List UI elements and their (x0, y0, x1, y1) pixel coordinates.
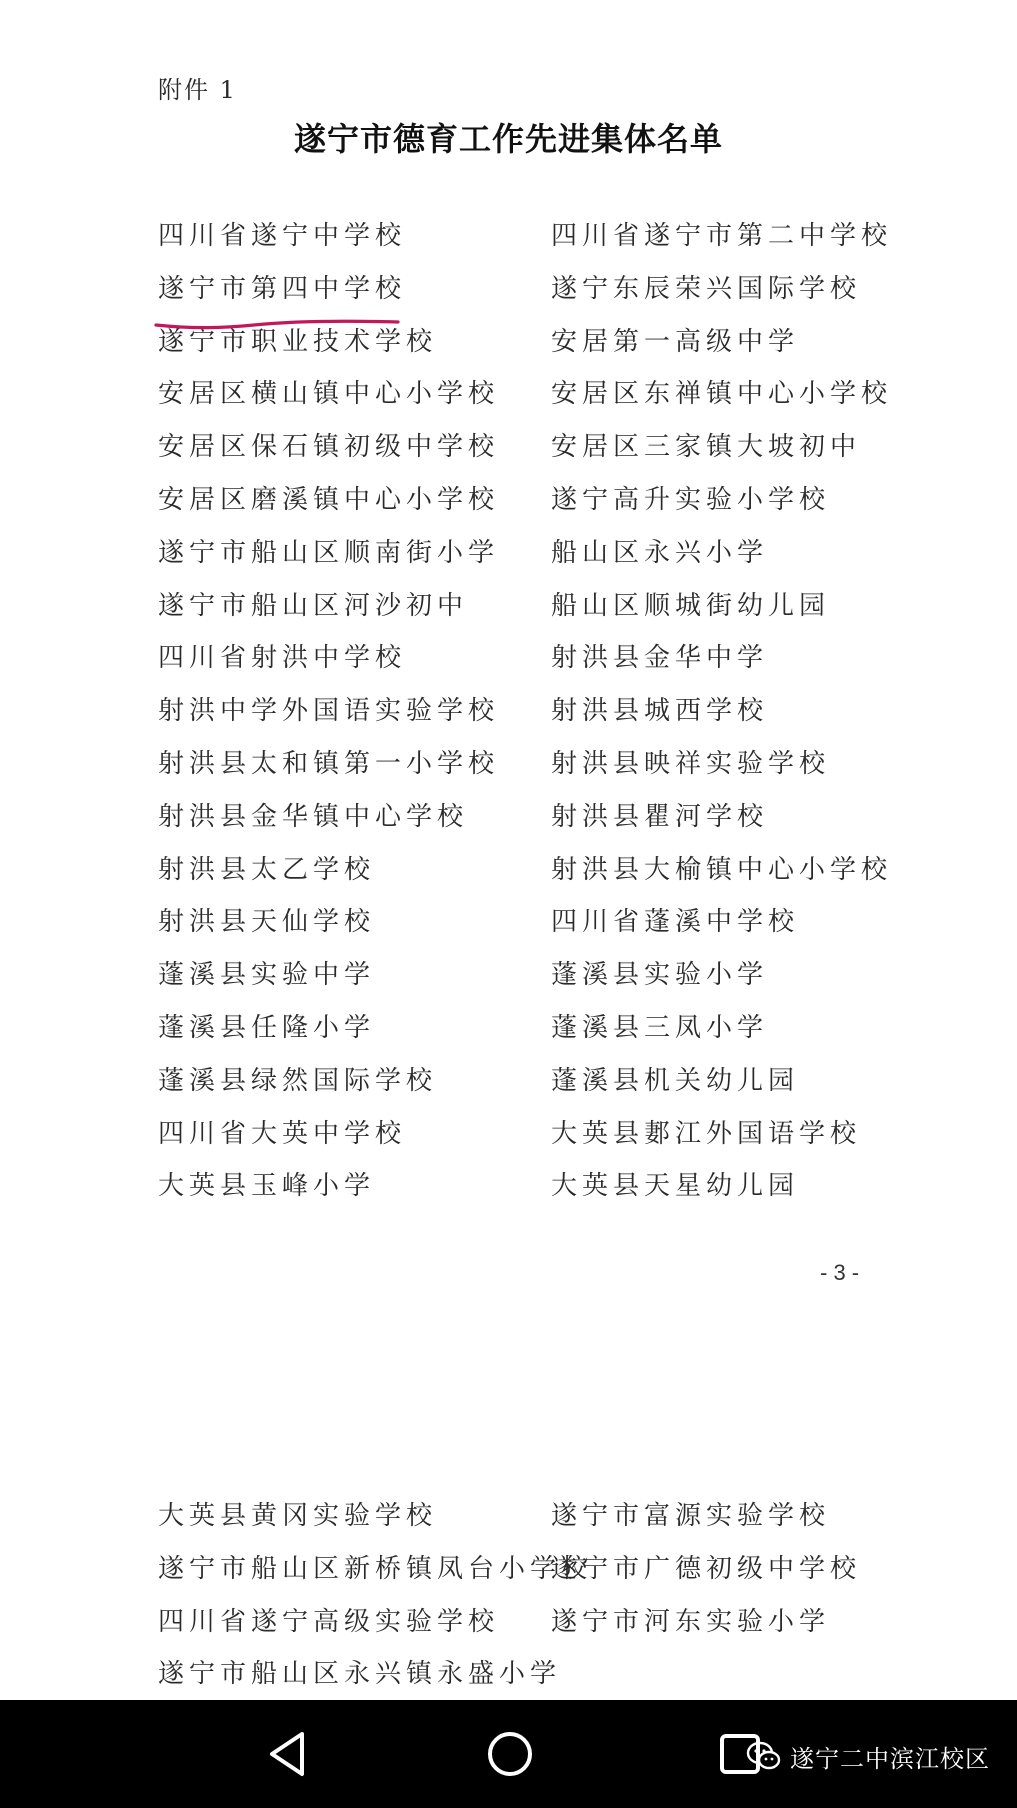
school-name-left: 射洪县太乙学校 (158, 854, 376, 885)
school-name-left: 大英县黄冈实验学校 (158, 1501, 438, 1531)
school-name-right: 四川省蓬溪中学校 (551, 907, 800, 938)
school-name-right: 遂宁市河东实验小学 (551, 1606, 831, 1637)
school-name-left: 射洪县太和镇第一小学校 (158, 748, 500, 779)
list-row (158, 748, 878, 801)
school-name-right: 射洪县金华中学 (551, 643, 769, 674)
list-row (158, 484, 878, 537)
school-name-left: 遂宁市船山区新桥镇凤台小学校 (158, 1553, 593, 1584)
school-name-left: 遂宁市船山区顺南街小学 (158, 537, 500, 568)
school-name-left: 四川省大英中学校 (158, 1118, 407, 1149)
school-name-left: 安居区保石镇初级中学校 (158, 432, 500, 463)
list-row (158, 326, 878, 379)
list-row (158, 695, 878, 748)
school-name-right: 安居区东禅镇中心小学校 (551, 379, 893, 410)
school-name-left: 四川省遂宁高级实验学校 (158, 1606, 500, 1637)
school-name-right: 遂宁市富源实验学校 (551, 1501, 831, 1531)
watermark-text: 遂宁二中滨江校区 (790, 1744, 990, 1773)
school-name-left: 射洪县金华镇中心学校 (158, 801, 469, 832)
list-row (158, 537, 878, 590)
school-name-right: 安居第一高级中学 (551, 326, 800, 357)
watermark (746, 1736, 990, 1776)
school-name-left: 四川省遂宁中学校 (158, 221, 407, 251)
list-row (158, 431, 878, 484)
list-row (158, 642, 878, 695)
school-name-left: 蓬溪县任隆小学 (158, 1012, 376, 1043)
school-name-left: 射洪县天仙学校 (158, 907, 376, 938)
list-row (158, 1012, 878, 1065)
school-name-left: 遂宁市船山区永兴镇永盛小学 (158, 1659, 562, 1690)
list-row (158, 1553, 878, 1606)
school-name-right: 蓬溪县三凤小学 (551, 1012, 769, 1043)
school-name-left: 四川省射洪中学校 (158, 643, 407, 674)
list-row (158, 590, 878, 643)
list-row (158, 378, 893, 431)
school-name-right: 遂宁市广德初级中学校 (551, 1553, 862, 1584)
list-row (158, 959, 878, 1012)
list-row (158, 854, 893, 907)
list-row (158, 1065, 878, 1118)
school-list-page-3 (158, 220, 893, 1223)
list-row (158, 1500, 878, 1553)
school-name-right: 遂宁东辰荣兴国际学校 (551, 273, 862, 304)
school-name-right: 射洪县映祥实验学校 (551, 748, 831, 779)
school-name-left: 安居区磨溪镇中心小学校 (158, 484, 500, 515)
school-name-left: 大英县玉峰小学 (158, 1171, 376, 1202)
school-name-left: 蓬溪县绿然国际学校 (158, 1065, 438, 1096)
android-navigation-bar (0, 1700, 1017, 1808)
list-row (158, 1118, 878, 1171)
school-name-right: 射洪县大榆镇中心小学校 (551, 854, 893, 885)
school-name-left: 蓬溪县实验中学 (158, 960, 376, 991)
list-row (158, 906, 878, 959)
school-name-left: 射洪中学外国语实验学校 (158, 696, 500, 727)
school-name-right: 船山区顺城街幼儿园 (551, 590, 831, 621)
school-name-left: 遂宁市第四中学校 (158, 273, 407, 304)
school-name-right: 安居区三家镇大坡初中 (551, 432, 862, 463)
school-name-right: 蓬溪县机关幼儿园 (551, 1065, 800, 1096)
school-name-right: 射洪县城西学校 (551, 696, 769, 727)
list-row (158, 801, 878, 854)
school-list-page-4 (158, 1500, 878, 1711)
handwritten-underline (154, 316, 400, 330)
school-name-right: 船山区永兴小学 (551, 537, 769, 568)
school-name-right: 大英县郪江外国语学校 (551, 1118, 862, 1149)
school-name-left: 安居区横山镇中心小学校 (158, 379, 500, 410)
home-circle-icon[interactable] (480, 1724, 540, 1784)
school-name-left: 遂宁市职业技术学校 (158, 326, 438, 357)
list-row (158, 220, 893, 273)
document-title: 遂宁市德育工作先进集体名单 (293, 120, 723, 158)
school-name-right: 蓬溪县实验小学 (551, 960, 769, 991)
attachment-label: 附件 1 (158, 76, 237, 104)
school-name-right: 大英县天星幼儿园 (551, 1171, 800, 1202)
school-name-right: 射洪县瞿河学校 (551, 801, 769, 832)
wechat-icon (746, 1741, 782, 1771)
school-name-right: 遂宁高升实验小学校 (551, 484, 831, 515)
list-row (158, 1606, 878, 1659)
page-number: - 3 - (820, 1260, 860, 1285)
school-name-right: 四川省遂宁市第二中学校 (551, 221, 893, 251)
back-triangle-icon[interactable] (258, 1724, 318, 1784)
school-name-left: 遂宁市船山区河沙初中 (158, 590, 469, 621)
list-row (158, 1170, 878, 1223)
